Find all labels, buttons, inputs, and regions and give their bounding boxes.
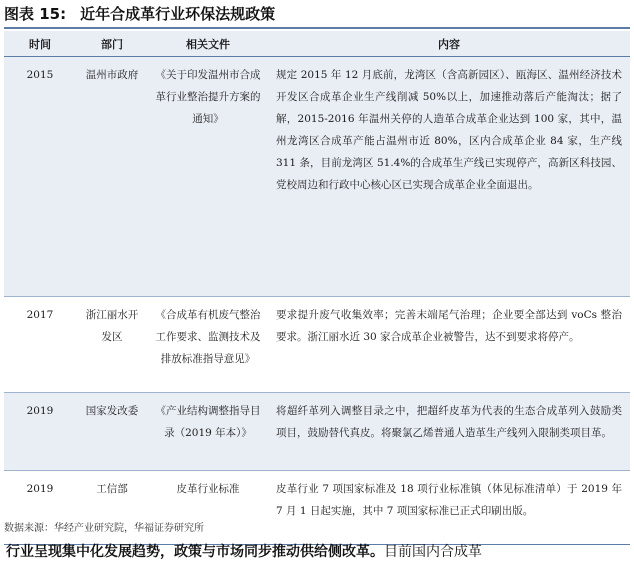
table-row [4,57,630,297]
policy-table [4,31,630,545]
title-rule [4,27,630,29]
cell-dept: 工信部 [76,471,148,545]
figure-title [4,2,630,26]
cell-dept: 国家发改委 [76,393,148,471]
cell-dept: 温州市政府 [76,57,148,297]
header-dept: 部门 [76,31,148,57]
cell-doc: 《合成革有机废气整治工作要求、监测技术及排放标准指导意见》 [148,297,268,393]
cell-year: 2019 [4,393,76,471]
cell-content: 规定 2015 年 12 月底前，龙湾区（含高新园区）、瓯海区、温州经济技术开发区合成革企业生产线削减 50%以上，加速推动落后产能淘汰；据了解，2015-2016 年温州关停的人造革合成革企业达到 100 家，其中，温州龙湾区合成革产能占温州市近 80%，区内合成革企业 84 家，生产线 311 条，目前龙湾区 51.4%的合成革生产线已实现停产，高新区科技园、党校周边和行政中心核心区已实现合成革企业全面退出。 [268,57,630,297]
cell-year: 2019 [4,471,76,545]
figure-title-text: 近年合成革行业环保法规政策 [80,5,276,23]
cell-doc: 皮革行业标准 [148,471,268,545]
cell-dept: 浙江丽水开发区 [76,297,148,393]
figure-label: 图表 15: [4,5,67,23]
cell-doc: 《产业结构调整指导目录（2019 年本）》 [148,393,268,471]
cell-doc: 《关于印发温州市合成革行业整治提升方案的通知》 [148,57,268,297]
header-year: 时间 [4,31,76,57]
cell-content: 要求提升废气收集效率；完善末端尾气治理；企业要全部达到 voCs 整治要求。浙江丽水近 30 家合成革企业被警告，达不到要求将停产。 [268,297,630,393]
header-content: 内容 [268,31,630,57]
table-row [4,393,630,471]
cell-content: 皮革行业 7 项国家标准及 18 项行业标准镇（体见标准清单）于 2019 年 7 月 1 日起实施，其中 7 项国家标准已正式印刷出版。 [268,471,630,545]
cell-content: 将超纤革列入调整目录之中，把超纤皮革为代表的生态合成革列入鼓励类项目，鼓励替代真皮。将聚氯乙烯普通人造革生产线列入限制类项目革。 [268,393,630,471]
cell-year: 2015 [4,57,76,297]
table-row [4,297,630,393]
table-header-row [4,31,630,57]
body-bold-text: 行业呈现集中化发展趋势，政策与市场同步推动供给侧改革。 [6,544,384,560]
header-doc: 相关文件 [148,31,268,57]
data-source: 数据来源：华经产业研究院，华福证券研究所 [4,523,204,534]
body-paragraph [6,542,630,562]
body-text: 目前国内合成革 [384,544,482,560]
cell-year: 2017 [4,297,76,393]
